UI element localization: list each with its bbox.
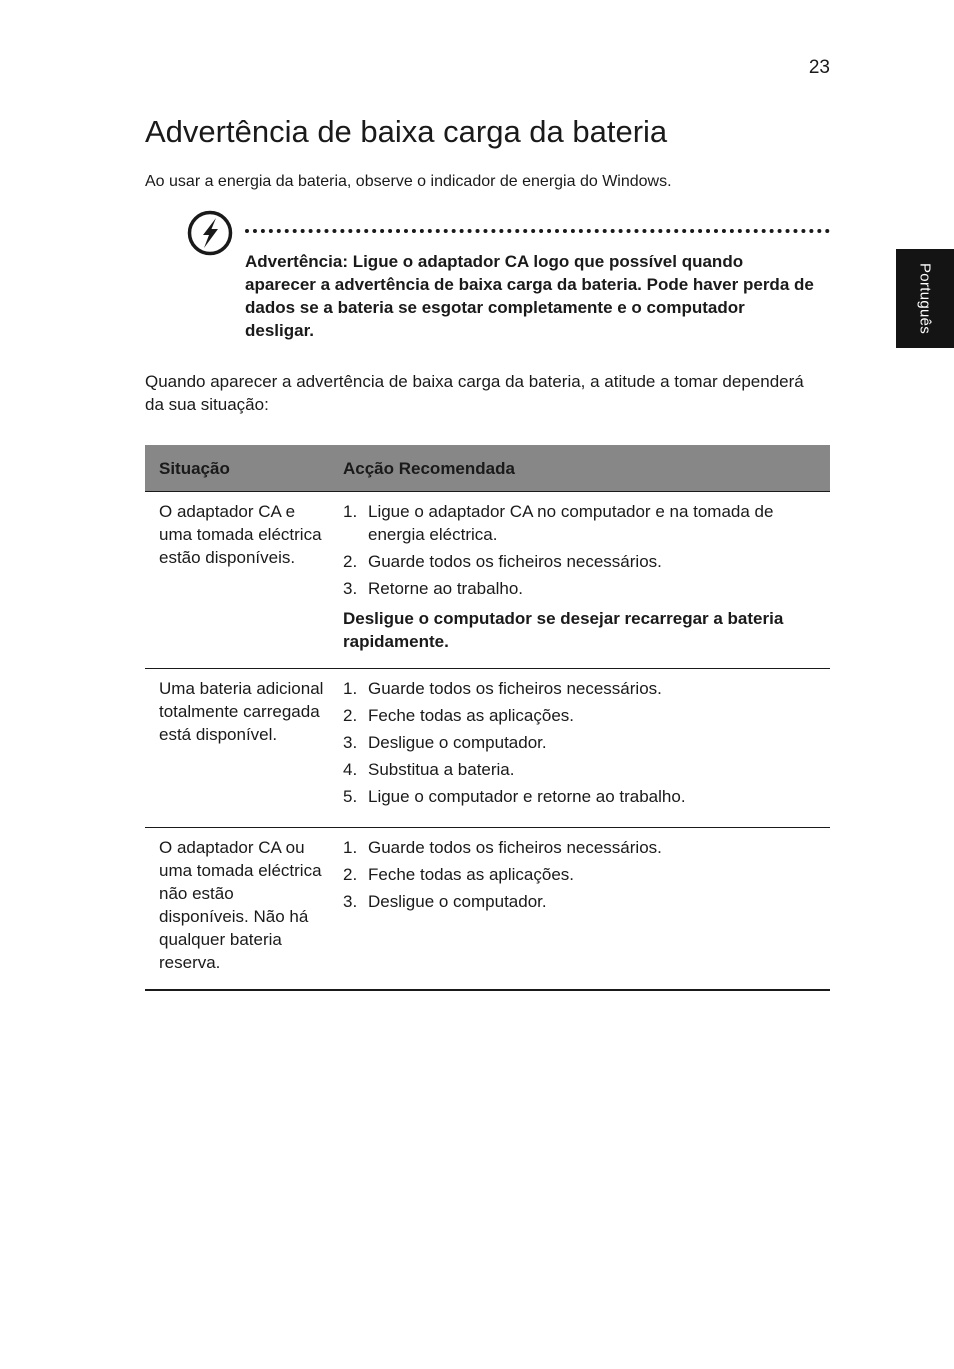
table-row [145,828,830,991]
header-action: Acção Recomendada [334,445,830,492]
step-number: 3. [343,733,358,752]
step-number: 1. [343,838,358,857]
page-number: 23 [808,57,830,78]
lightning-warning-icon [187,210,233,256]
action-note: Desligue o computador se desejar recarregar a bateria rapidamente. [343,609,784,651]
table-header-row [145,445,830,492]
page-title: Advertência de baixa carga da bateria [145,114,668,149]
steps-list [343,500,820,600]
step-number: 2. [343,865,358,884]
step-text: Desligue o computador. [368,892,547,911]
situation-cell: O adaptador CA e uma tomada eléctrica estão disponíveis. [145,492,334,669]
step-item [343,550,820,573]
step-item [343,785,820,808]
warning-dotted-divider [245,229,830,233]
header-situation: Situação [145,445,334,492]
step-item [343,577,820,600]
step-text: Substitua a bateria. [368,760,515,779]
table-row [145,492,830,669]
step-text: Feche todas as aplicações. [368,706,575,725]
step-number: 2. [343,706,358,725]
recommendation-table [145,445,830,991]
step-text: Desligue o computador. [368,733,547,752]
situation-cell: Uma bateria adicional totalmente carregada está disponível. [145,669,334,828]
step-item [343,836,820,859]
step-text: Ligue o adaptador CA no computador e na tomada de energia eléctrica. [368,502,774,544]
step-number: 2. [343,552,358,571]
situation-cell: O adaptador CA ou uma tomada eléctrica não estão disponíveis. Não há qualquer bateria reserva. [145,828,334,991]
step-item [343,890,820,913]
step-text: Ligue o computador e retorne ao trabalho. [368,787,686,806]
intro-text: Ao usar a energia da bateria, observe o indicador de energia do Windows. [145,173,672,190]
step-number: 1. [343,679,358,698]
step-item [343,704,820,727]
steps-list [343,677,820,808]
step-item [343,500,820,546]
action-cell [334,492,830,669]
step-text: Guarde todos os ficheiros necessários. [368,679,662,698]
step-item [343,677,820,700]
action-cell [334,828,830,991]
table-row [145,669,830,828]
warning-text: Advertência: Ligue o adaptador CA logo que possível quando aparecer a advertência de baixa carga da bateria. Pode haver perda de dados se a bateria se esgotar completamente e o computador desligar. [245,252,814,340]
language-side-tab-label: Português [916,262,934,335]
language-side-tab [896,249,954,348]
step-item [343,758,820,781]
step-text: Guarde todos os ficheiros necessários. [368,838,662,857]
step-number: 1. [343,502,358,521]
action-cell [334,669,830,828]
step-item [343,731,820,754]
step-text: Retorne ao trabalho. [368,579,523,598]
step-number: 3. [343,892,358,911]
step-text: Guarde todos os ficheiros necessários. [368,552,662,571]
step-number: 5. [343,787,358,806]
step-item [343,863,820,886]
steps-list [343,836,820,913]
situation-paragraph: Quando aparecer a advertência de baixa carga da bateria, a atitude a tomar dependerá da sua situação: [145,372,804,414]
step-number: 4. [343,760,358,779]
step-text: Feche todas as aplicações. [368,865,575,884]
step-number: 3. [343,579,358,598]
